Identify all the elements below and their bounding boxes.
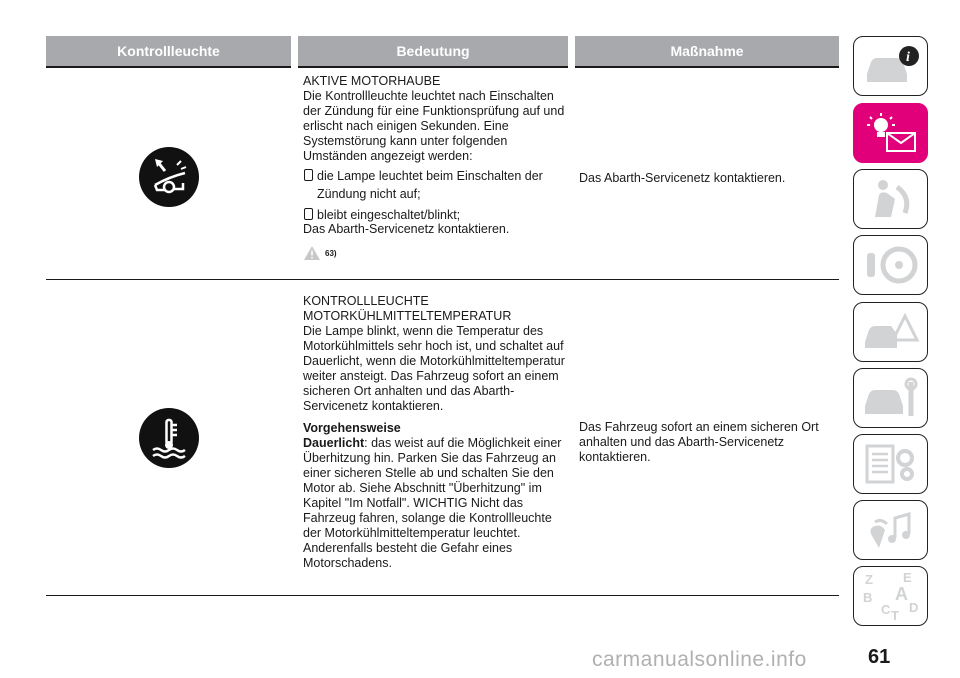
row2-subheading: Vorgehensweise (303, 421, 401, 435)
tab-car-info[interactable] (853, 36, 928, 96)
index-letter: Z (864, 572, 873, 587)
index-letters-icon (861, 570, 921, 622)
safety-seat-icon (861, 177, 921, 221)
row1-bullet1-text: die Lampe leuchtet beim Einschalten der Zündung nicht auf; (317, 169, 543, 201)
row1-after: Das Abarth-Servicenetz kontaktieren. (303, 222, 510, 236)
bullet-marker-icon (304, 208, 313, 220)
row2-procedure-text: : das weist auf die Möglichkeit einer Überhitzung hin. Parken Sie das Fahrzeug an einer sicheren Stelle ab und schalten Sie den Motor ab. Siehe Abschnitt "Überhitzung" im Kapitel "Im Notfall". WICHTIG Nicht das Fahrzeug fahren, solange die Kontrollleuchte der Motorkühlmitteltemperatur leuchtet. Anderenfalls besteht die Gefahr eines Motorschadens. (303, 436, 562, 570)
index-letter: E (902, 570, 912, 585)
tab-index[interactable] (853, 566, 928, 626)
warning-triangle-icon (303, 245, 321, 261)
coolant-temperature-icon (139, 408, 199, 468)
index-letter: C (880, 602, 890, 617)
warning-ref-number: 63) (325, 248, 337, 258)
warning-lights-icon (861, 111, 921, 155)
header-bedeutung: Bedeutung (298, 36, 568, 68)
car-service-icon (861, 376, 921, 420)
index-letter: B (862, 590, 872, 605)
steering-key-icon (861, 243, 921, 287)
page-number: 61 (868, 646, 891, 668)
row1-bullet2-text: bleibt eingeschaltet/blinkt; (317, 208, 461, 222)
tab-technical-data[interactable] (853, 434, 928, 494)
header-kontrollleuchte: Kontrollleuchte (46, 36, 291, 68)
row1-action: Das Abarth-Servicenetz kontaktieren. (579, 171, 786, 185)
bullet-marker-icon (304, 169, 313, 181)
technical-data-icon (861, 442, 921, 486)
row2-procedure (303, 436, 565, 571)
tab-safety[interactable] (853, 169, 928, 229)
row2-text: Die Lampe blinkt, wenn die Temperatur des Motorkühlmittels sehr hoch ist, und schaltet auf Dauerlicht, wenn die Motorkühlmitteltemperatur weiter ansteigt. Das Fahrzeug sofort an einem sicheren Ort anhalten und das Abarth-Servicenetz kontaktieren. (303, 324, 565, 413)
active-bonnet-warning-icon (139, 147, 199, 207)
svg-text:i: i (905, 50, 910, 65)
car-info-icon (861, 44, 921, 88)
header-massnahme: Maßnahme (575, 36, 839, 68)
index-letter: D (908, 600, 918, 615)
car-crash-warning-icon (861, 310, 921, 354)
index-letter: A (894, 584, 908, 604)
index-letter: T (890, 608, 899, 622)
row2-meaning (303, 294, 565, 571)
multimedia-icon (861, 508, 921, 552)
tab-warning-lights[interactable] (853, 103, 928, 163)
row-divider (46, 279, 839, 280)
row2-title-line1: KONTROLLLEUCHTE (303, 294, 429, 308)
table-header (46, 36, 839, 68)
tab-starting-driving[interactable] (853, 235, 928, 295)
row1-warning-reference (303, 245, 565, 261)
row1-meaning (303, 74, 565, 261)
table-bottom-line (46, 595, 839, 596)
watermark: carmanualsonline.info (592, 648, 807, 671)
row1-bullet1 (303, 167, 565, 203)
tab-emergency[interactable] (853, 302, 928, 362)
row1-text: Die Kontrollleuchte leuchtet nach Einschalten der Zündung für eine Funktionsprüfung auf und erlischt nach einigen Sekunden. Eine Systemstörung kann unter folgenden Umständen angezeigt werden: (303, 89, 565, 163)
row2-bold-lead: Dauerlicht (303, 436, 365, 450)
row2-action: Das Fahrzeug sofort an einem sicheren Ort anhalten und das Abarth-Servicenetz kontaktieren. (579, 420, 819, 464)
tab-multimedia[interactable] (853, 500, 928, 560)
row1-title: AKTIVE MOTORHAUBE (303, 74, 441, 88)
tab-maintenance[interactable] (853, 368, 928, 428)
row2-title-line2: MOTORKÜHLMITTELTEMPERATUR (303, 309, 512, 323)
